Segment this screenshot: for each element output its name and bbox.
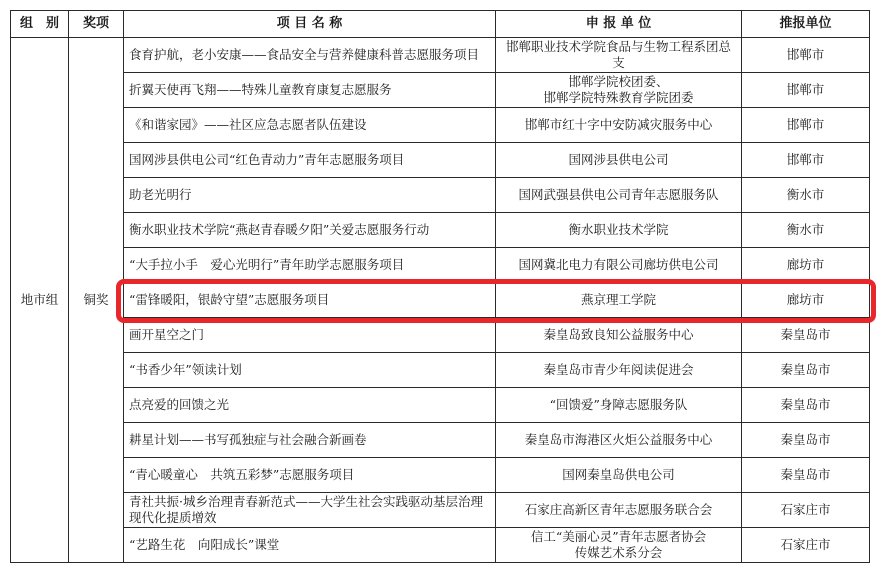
- recommender-cell: 秦皇岛市: [742, 318, 870, 353]
- applicant-unit-line: 石家庄高新区青年志愿服务联合会: [524, 502, 713, 517]
- table-row: [11, 213, 870, 248]
- applicant-unit-cell: [496, 528, 742, 563]
- applicant-unit-line: 国网秦皇岛供电公司: [562, 467, 675, 482]
- project-name-cell: 点亮爱的回馈之光: [124, 388, 496, 423]
- applicant-unit-cell: [496, 178, 742, 213]
- table-row: [11, 248, 870, 283]
- recommender-cell: 秦皇岛市: [742, 353, 870, 388]
- table-row: [11, 73, 870, 108]
- applicant-unit-line: 秦皇岛致良知公益服务中心: [543, 327, 694, 342]
- recommender-cell: 石家庄市: [742, 528, 870, 563]
- recommender-cell: 廊坊市: [742, 283, 870, 318]
- header-award: 奖项: [69, 11, 124, 38]
- recommender-cell: 邯郸市: [742, 143, 870, 178]
- applicant-unit-line: 燕京理工学院: [580, 292, 656, 307]
- table-row: [11, 493, 870, 528]
- header-group: 组 别: [11, 11, 69, 38]
- applicant-unit-cell: [496, 213, 742, 248]
- applicant-unit-cell: [496, 248, 742, 283]
- applicant-unit-cell: [496, 493, 742, 528]
- award-table: [10, 10, 870, 563]
- project-name-cell: 衡水职业技术学院“燕赵青春暖夕阳”关爱志愿服务行动: [124, 213, 496, 248]
- table-header-row: [11, 11, 870, 38]
- applicant-unit-line: 传媒艺术系分会: [574, 545, 663, 560]
- table-row: [11, 353, 870, 388]
- applicant-unit-cell: [496, 353, 742, 388]
- header-recommender: 推报单位: [742, 11, 870, 38]
- project-name-cell: 助老光明行: [124, 178, 496, 213]
- project-name-cell: 青社共振·城乡治理青春新范式——大学生社会实践驱动基层治理现代化提质增效: [124, 493, 496, 528]
- applicant-unit-line: 邯郸职业技术学院食品与生物工程系团总支: [505, 39, 731, 70]
- applicant-unit-cell: [496, 73, 742, 108]
- project-name-cell: 画开星空之门: [124, 318, 496, 353]
- table-row: [11, 143, 870, 178]
- recommender-cell: 邯郸市: [742, 73, 870, 108]
- table-row: [11, 458, 870, 493]
- project-name-cell: “书香少年”领读计划: [124, 353, 496, 388]
- project-name-cell: 折翼天使再飞翔——特殊儿童教育康复志愿服务: [124, 73, 496, 108]
- applicant-unit-cell: [496, 458, 742, 493]
- recommender-cell: 邯郸市: [742, 38, 870, 73]
- project-name-cell: 食育护航，老小安康——食品安全与营养健康科普志愿服务项目: [124, 38, 496, 73]
- project-name-cell: “艺路生花 向阳成长”课堂: [124, 528, 496, 563]
- award-cell: 铜奖: [69, 38, 124, 563]
- applicant-unit-cell: [496, 143, 742, 178]
- applicant-unit-line: 信工“美丽心灵”青年志愿者协会: [530, 529, 707, 544]
- applicant-unit-line: 秦皇岛市青少年阅读促进会: [543, 362, 694, 377]
- recommender-cell: 秦皇岛市: [742, 458, 870, 493]
- applicant-unit-cell: [496, 388, 742, 423]
- project-name-cell: 《和谐家园》——社区应急志愿者队伍建设: [124, 108, 496, 143]
- applicant-unit-line: 秦皇岛市海港区火炬公益服务中心: [524, 432, 713, 447]
- project-name-cell: “大手拉小手 爱心光明行”青年助学志愿服务项目: [124, 248, 496, 283]
- recommender-cell: 秦皇岛市: [742, 388, 870, 423]
- applicant-unit-line: 邯郸学院校团委、: [568, 74, 669, 89]
- table-row: [11, 528, 870, 563]
- table-body: [11, 38, 870, 563]
- applicant-unit-line: 邯郸学院特殊教育学院团委: [543, 90, 694, 105]
- recommender-cell: 邯郸市: [742, 108, 870, 143]
- applicant-unit-line: 邯郸市红十字中安防减灾服务中心: [524, 117, 713, 132]
- applicant-unit-line: 衡水职业技术学院: [568, 222, 669, 237]
- table-row: [11, 108, 870, 143]
- project-name-cell: 国网涉县供电公司“红色青动力”青年志愿服务项目: [124, 143, 496, 178]
- table-row: [11, 283, 870, 318]
- recommender-cell: 衡水市: [742, 213, 870, 248]
- table-row: [11, 178, 870, 213]
- header-project: 项 目 名 称: [124, 11, 496, 38]
- project-name-cell: “雷锋暖阳，银龄守望”志愿服务项目: [124, 283, 496, 318]
- project-name-cell: “青心暖童心 共筑五彩梦”志愿服务项目: [124, 458, 496, 493]
- applicant-unit-line: “回馈爱”身障志愿服务队: [549, 397, 688, 412]
- recommender-cell: 石家庄市: [742, 493, 870, 528]
- table-row: [11, 38, 870, 73]
- recommender-cell: 秦皇岛市: [742, 423, 870, 458]
- header-unit: 申 报 单 位: [496, 11, 742, 38]
- table-row: [11, 318, 870, 353]
- project-name-cell: 耕星计划——书写孤独症与社会融合新画卷: [124, 423, 496, 458]
- recommender-cell: 廊坊市: [742, 248, 870, 283]
- applicant-unit-line: 国网涉县供电公司: [568, 152, 669, 167]
- recommender-cell: 衡水市: [742, 178, 870, 213]
- table-row: [11, 388, 870, 423]
- applicant-unit-cell: [496, 423, 742, 458]
- applicant-unit-cell: [496, 283, 742, 318]
- applicant-unit-cell: [496, 38, 742, 73]
- applicant-unit-line: 国网冀北电力有限公司廊坊供电公司: [518, 257, 719, 272]
- table-row: [11, 423, 870, 458]
- applicant-unit-line: 国网武强县供电公司青年志愿服务队: [518, 187, 719, 202]
- applicant-unit-cell: [496, 318, 742, 353]
- applicant-unit-cell: [496, 108, 742, 143]
- group-cell: 地市组: [11, 38, 69, 563]
